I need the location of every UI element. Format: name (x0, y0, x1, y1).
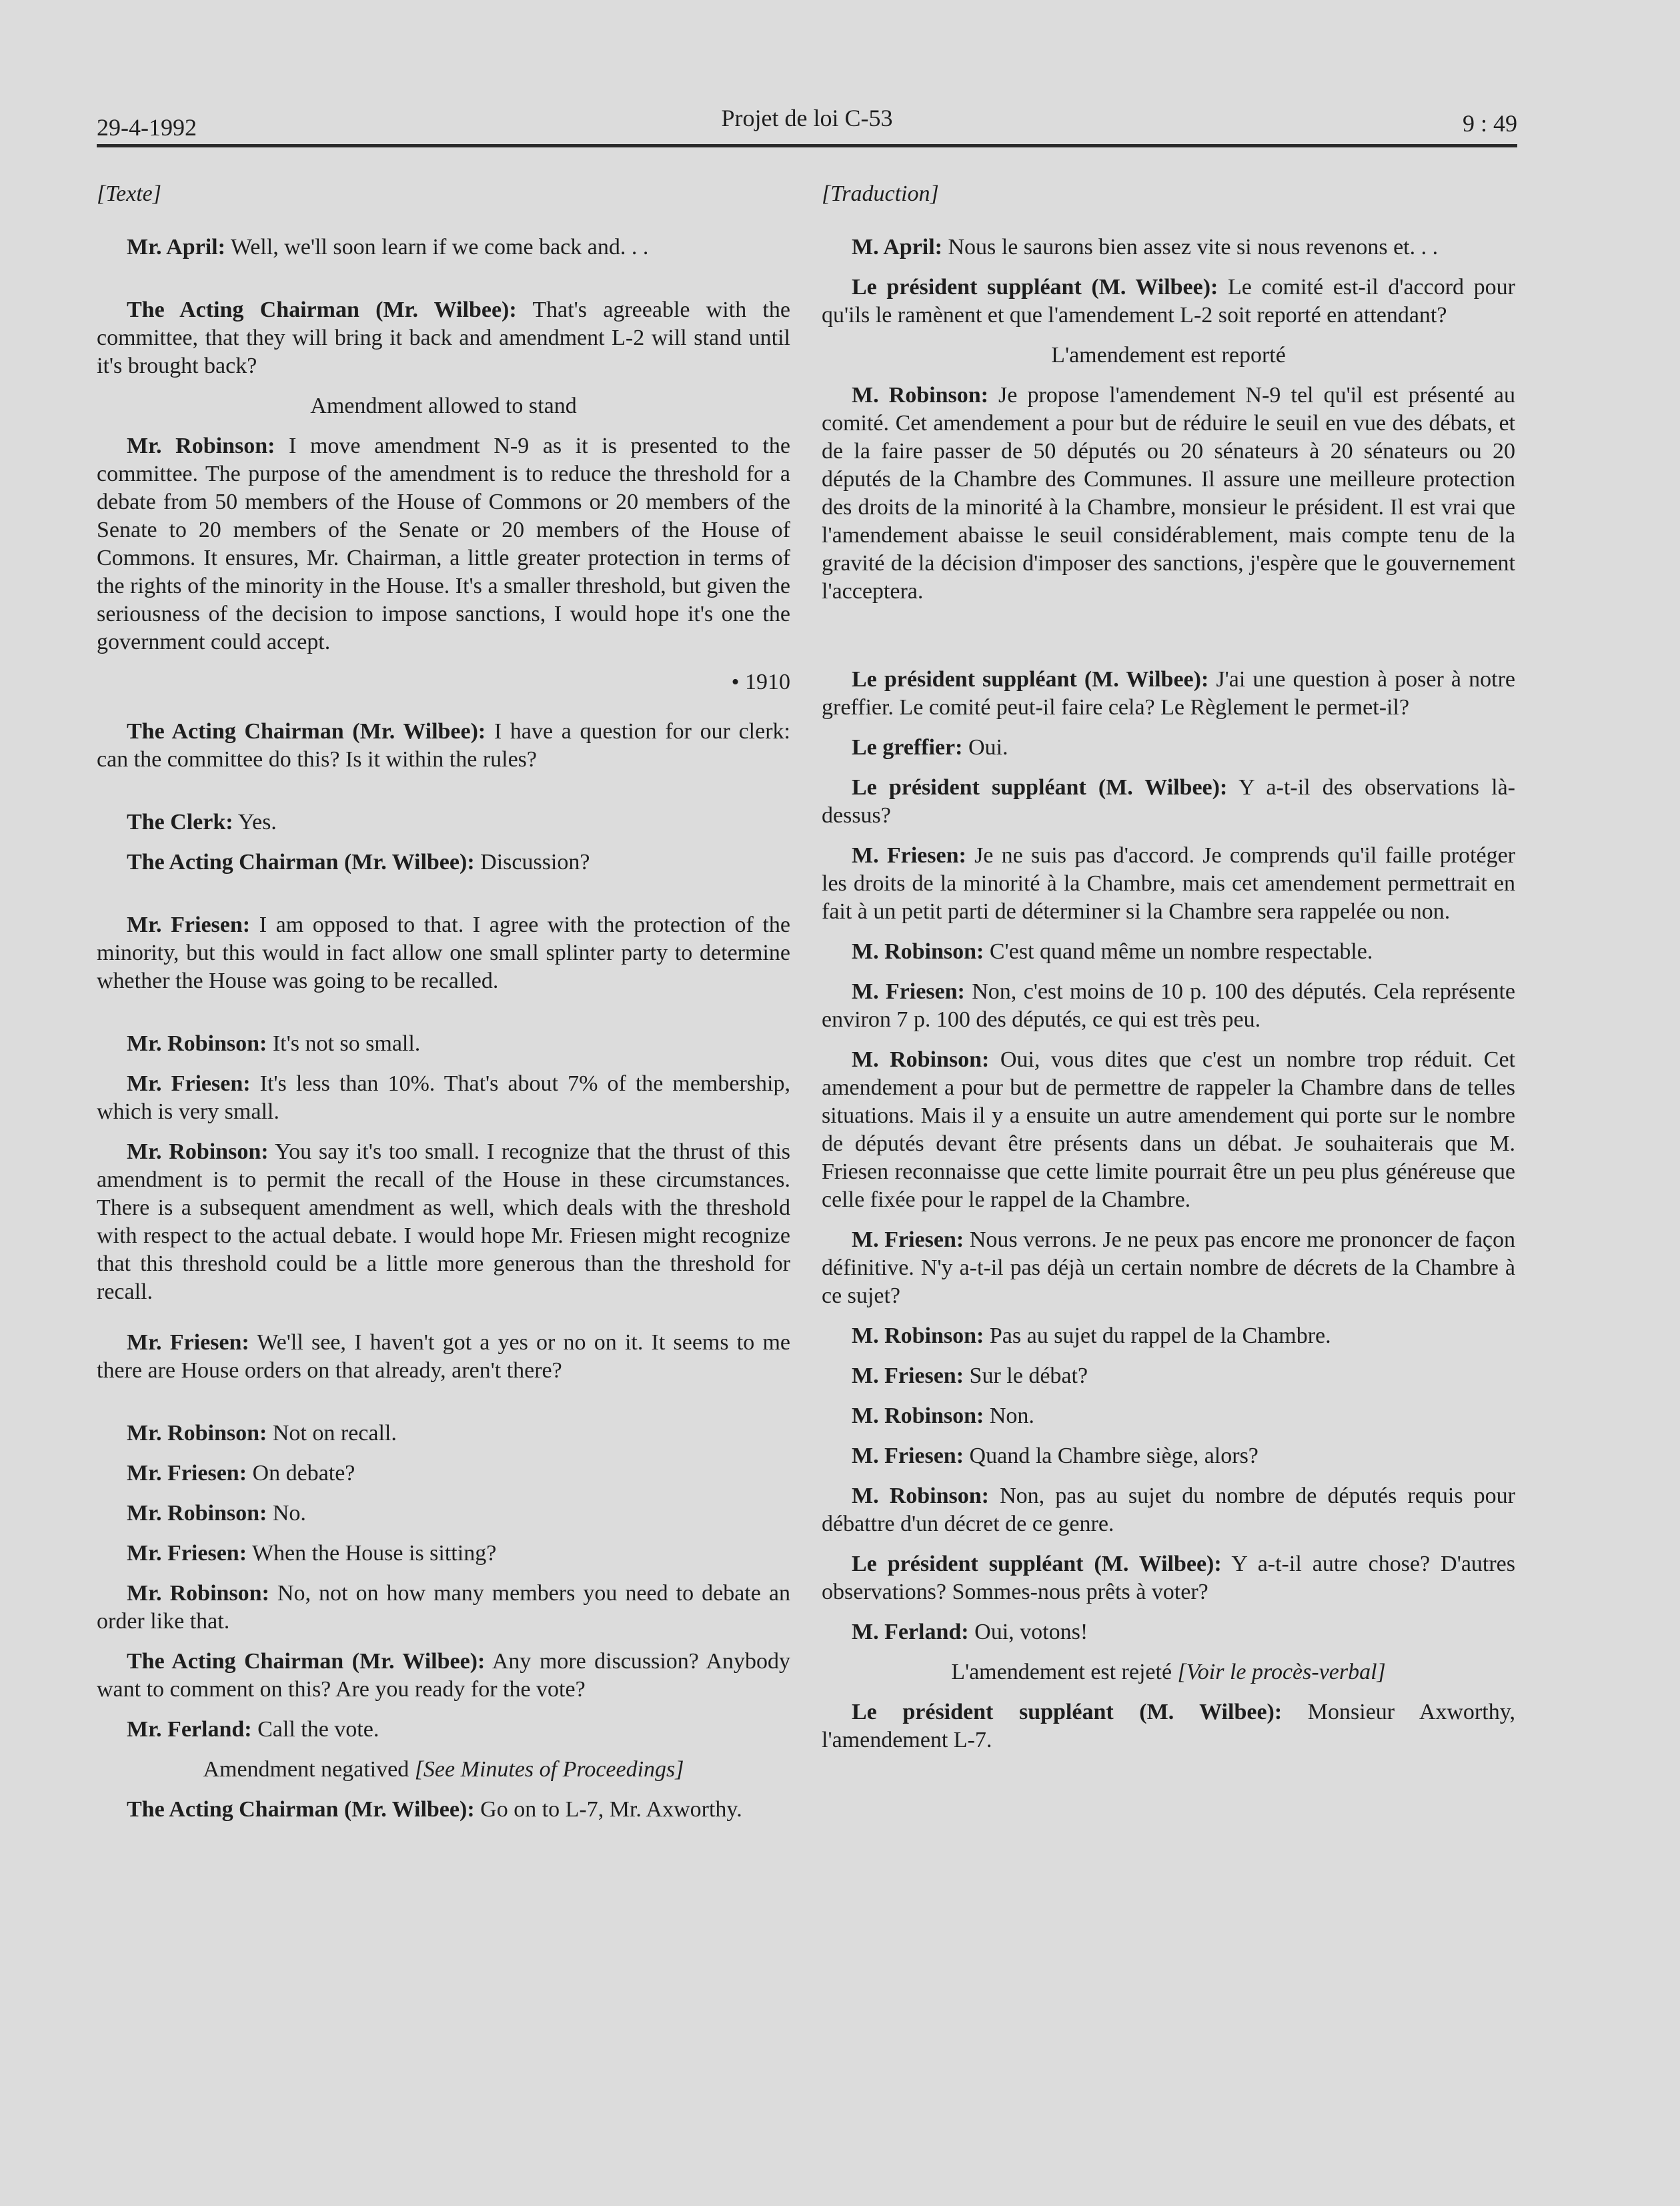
paragraph (97, 1540, 790, 1568)
paragraph (822, 1698, 1515, 1754)
speech: Yes. (233, 810, 277, 835)
speech: Not on recall. (267, 1421, 397, 1446)
speech: Nous le saurons bien assez vite si nous revenons et. . . (942, 235, 1439, 259)
speaker: Le président suppléant (M. Wilbee): (852, 1552, 1222, 1576)
paragraph (822, 1618, 1515, 1646)
speech: I am opposed to that. I agree with the protection of the minority, but this would in fact allow one small splinter party to determine whether the House was going to be recalled. (97, 913, 790, 993)
paragraph (822, 1442, 1515, 1470)
paragraph (97, 432, 790, 656)
speech: Pas au sujet du rappel de la Chambre. (984, 1323, 1331, 1348)
speaker: Mr. Robinson: (127, 1501, 267, 1526)
paragraph (822, 978, 1515, 1034)
note-reference: [See Minutes of Proceedings] (414, 1757, 684, 1782)
english-column (97, 180, 790, 1836)
speech: Je propose l'amendement N-9 tel qu'il est présenté au comité. Cet amendement a pour but de réduire le seuil en vue des débats, et de la faire passer de 50 députés ou 20 sénateurs à 20 sénateurs ou 20 députés de la Chambre des Communes. Il assure une meilleure protection des droits de la minorité à la Chambre, monsieur le président. Il est vrai que l'amendement abaisse le seuil considérablement, mais compte tenu de la gravité de la décision d'imposer des sanctions, j'espère que le gouvernement l'acceptera. (822, 383, 1515, 604)
speech: Nous verrons. Je ne peux pas encore me prononcer de façon définitive. N'y a-t-il pas déjà un certain nombre de décrets de la Chambre à ce sujet? (822, 1227, 1515, 1308)
speech: Well, we'll soon learn if we come back and. . . (225, 235, 649, 259)
speaker: M. Friesen: (852, 1444, 964, 1468)
speaker: M. Friesen: (852, 843, 966, 868)
paragraph (97, 1796, 790, 1824)
paragraph (97, 1420, 790, 1448)
note-text: L'amendement est rejeté (951, 1660, 1178, 1684)
speaker: M. Friesen: (852, 1363, 964, 1388)
paragraph (97, 1500, 790, 1528)
procedural-note (822, 1658, 1515, 1686)
paragraph (97, 1329, 790, 1385)
paragraph (822, 774, 1515, 830)
speech: Oui. (962, 735, 1008, 760)
speech: I move amendment N-9 as it is presented to the committee. The purpose of the amendment is to reduce the threshold for a debate from 50 members of the House of Commons or 20 members of the Senate to 20 members of the Senate or 20 members of the House of Commons. It ensures, Mr. Chairman, a little greater protection in terms of the rights of the minority in the House. It's a smaller threshold, but given the seriousness of the decision to impose sanctions, I would hope it's one the government could accept. (97, 434, 790, 654)
speaker: The Acting Chairman (Mr. Wilbee): (127, 1797, 475, 1822)
french-column (822, 180, 1515, 1766)
speaker: Mr. Robinson: (127, 1421, 267, 1446)
paragraph (822, 1226, 1515, 1310)
speaker: Le greffier: (852, 735, 963, 760)
speaker: M. Robinson: (852, 1323, 984, 1348)
paragraph (822, 1046, 1515, 1214)
paragraph (97, 911, 790, 995)
column-marker: [Texte] (97, 181, 161, 206)
speaker: M. Robinson: (852, 1047, 990, 1072)
paragraph (97, 1138, 790, 1306)
speech: When the House is sitting? (247, 1541, 497, 1566)
paragraph (97, 1716, 790, 1744)
paragraph (822, 938, 1515, 966)
speaker: Mr. Robinson: (127, 1139, 269, 1164)
paragraph (822, 233, 1515, 261)
speaker: M. Robinson: (852, 1484, 989, 1508)
speaker: Mr. Friesen: (127, 1071, 251, 1096)
procedural-note: L'amendement est reporté (1051, 343, 1286, 368)
speech: On debate? (247, 1461, 355, 1486)
speech: Non. (984, 1404, 1034, 1428)
speech: That's agreeable with the committee, that they will bring it back and amendment L-2 will stand until it's brought back? (97, 298, 790, 378)
speech: Non, pas au sujet du nombre de députés requis pour débattre d'un décret de ce genre. (822, 1484, 1515, 1536)
speaker: M. Robinson: (852, 383, 988, 408)
speaker: Le président suppléant (M. Wilbee): (852, 775, 1228, 800)
speech: We'll see, I haven't got a yes or no on it. It seems to me there are House orders on that already, aren't there? (97, 1330, 790, 1383)
speech: Discussion? (474, 850, 590, 875)
speech: Monsieur Axworthy, l'amendement L-7. (822, 1700, 1515, 1752)
speaker: The Acting Chairman (Mr. Wilbee): (127, 1649, 486, 1674)
speech: Y a-t-il des observations là-dessus? (822, 775, 1515, 828)
speaker: M. Ferland: (852, 1620, 969, 1644)
paragraph (822, 273, 1515, 330)
speech: I have a question for our clerk: can the committee do this? Is it within the rules? (97, 719, 790, 772)
speech: Go on to L-7, Mr. Axworthy. (474, 1797, 742, 1822)
speech: It's not so small. (267, 1031, 421, 1056)
speech: Oui, vous dites que c'est un nombre trop réduit. Cet amendement a pour but de permettre de rappeler la Chambre dans de telles situations. Mais il y a ensuite un autre amendement qui porte sur le nombre de députés devant être présents dans un débat. Je souhaiterais que M. Friesen reconnaisse que cette limite pourrait être un peu plus généreuse que celle fixée pour le rappel de la Chambre. (822, 1047, 1516, 1212)
paragraph (822, 1362, 1515, 1390)
speaker: The Acting Chairman (Mr. Wilbee): (127, 719, 486, 744)
speaker: Mr. Ferland: (127, 1717, 252, 1742)
speaker: Mr. Friesen: (127, 1541, 247, 1566)
speaker: Mr. Robinson: (127, 1581, 269, 1606)
paragraph (97, 1648, 790, 1704)
time-marker: • 1910 (731, 670, 790, 694)
paragraph (822, 666, 1515, 722)
speech: Quand la Chambre siège, alors? (964, 1444, 1258, 1468)
paragraph (97, 1460, 790, 1488)
header-title: Projet de loi C-53 (721, 105, 893, 131)
paragraph (822, 734, 1515, 762)
procedural-note: Amendment allowed to stand (310, 394, 577, 418)
paragraph (822, 1402, 1515, 1430)
paragraph (97, 296, 790, 380)
paragraph (822, 1322, 1515, 1350)
speech: Y a-t-il autre chose? D'autres observations? Sommes-nous prêts à voter? (822, 1552, 1516, 1604)
speaker: M. Robinson: (852, 939, 984, 964)
speech: Call the vote. (251, 1717, 379, 1742)
speech: Non, c'est moins de 10 p. 100 des députés. Cela représente environ 7 p. 100 des députés, ce qui est très peu. (822, 979, 1515, 1032)
note-reference: [Voir le procès-verbal] (1177, 1660, 1386, 1684)
speaker: M. Friesen: (852, 979, 965, 1004)
paragraph (822, 1482, 1515, 1538)
paragraph (97, 808, 790, 837)
speech: Je ne suis pas d'accord. Je comprends qu'il faille protéger les droits de la minorité à la Chambre, mais cet amendement permettrait en fait à un petit parti de déterminer si la Chambre sera rappelée ou non. (822, 843, 1515, 924)
column-marker: [Traduction] (822, 181, 939, 206)
speech: No, not on how many members you need to debate an order like that. (97, 1581, 791, 1634)
paragraph (97, 233, 790, 261)
paragraph (97, 1070, 790, 1126)
paragraph (822, 842, 1515, 926)
speaker: The Acting Chairman (Mr. Wilbee): (127, 850, 475, 875)
speech: You say it's too small. I recognize that the thrust of this amendment is to permit the recall of the House in these circumstances. There is a subsequent amendment as well, which deals with the threshold with respect to the actual debate. I would hope Mr. Friesen might recognize that this threshold could be a little more generous than the threshold for recall. (97, 1139, 791, 1304)
speaker: M. Robinson: (852, 1404, 984, 1428)
speech: It's less than 10%. That's about 7% of the membership, which is very small. (97, 1071, 791, 1124)
procedural-note (97, 1756, 790, 1784)
speech: Sur le débat? (964, 1363, 1088, 1388)
speaker: M. Friesen: (852, 1227, 964, 1252)
speech: Oui, votons! (968, 1620, 1088, 1644)
header-page-number: 9 : 49 (1462, 110, 1517, 137)
running-header (97, 100, 1517, 147)
speaker: Le président suppléant (M. Wilbee): (852, 667, 1209, 692)
paragraph (97, 1030, 790, 1058)
paragraph (822, 1550, 1515, 1606)
speaker: Mr. Friesen: (127, 1330, 249, 1355)
speaker: Mr. Friesen: (127, 913, 251, 937)
note-text: Amendment negatived (203, 1757, 415, 1782)
speaker: Mr. April: (127, 235, 225, 259)
paragraph (97, 1580, 790, 1636)
paragraph (97, 718, 790, 774)
speaker: Mr. Robinson: (127, 1031, 267, 1056)
paragraph (822, 382, 1515, 606)
speaker: The Acting Chairman (Mr. Wilbee): (127, 298, 517, 322)
speaker: Le président suppléant (M. Wilbee): (852, 1700, 1283, 1724)
speech: No. (267, 1501, 306, 1526)
speech: J'ai une question à poser à notre greffier. Le comité peut-il faire cela? Le Règlement le permet-il? (822, 667, 1515, 720)
paragraph (97, 849, 790, 877)
speech: Any more discussion? Anybody want to comment on this? Are you ready for the vote? (97, 1649, 790, 1702)
speech: C'est quand même un nombre respectable. (984, 939, 1373, 964)
speaker: Le président suppléant (M. Wilbee): (852, 275, 1218, 300)
speaker: Mr. Robinson: (127, 434, 275, 458)
speech: Le comité est-il d'accord pour qu'ils le ramènent et que l'amendement L-2 soit reporté en attendant? (822, 275, 1516, 328)
header-date: 29-4-1992 (97, 114, 197, 141)
speaker: Mr. Friesen: (127, 1461, 247, 1486)
speaker: M. April: (852, 235, 942, 259)
speaker: The Clerk: (127, 810, 233, 835)
